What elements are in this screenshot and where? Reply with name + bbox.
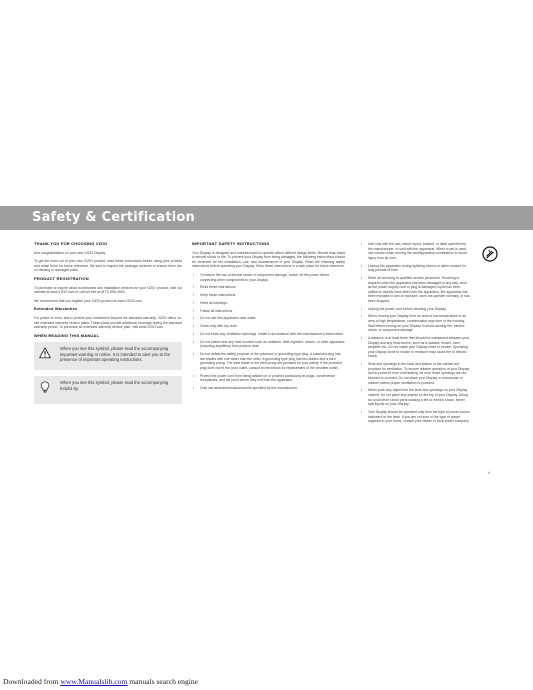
tip-note [34, 376, 182, 404]
list-item: • Do not defeat the safety purpose of the polarized or grounding-type plug. A polarized plug has two blades with one wider than the other. A grounding type plug has two blades and a third grounding prong. The wide blade or the third prong are provided for your safety. If the provided plug does not fit into your outlet, consult an electrician for replacement of the obsolete outlet. [192, 352, 345, 370]
heading-thanks: THANK YOU FOR CHOOSING VIZIO [34, 241, 108, 246]
list-item: • Keep these instructions. [192, 293, 345, 298]
column-middle [192, 242, 345, 394]
list-item: • Clean only with dry cloth. [192, 324, 345, 329]
list-item: • Do not use this apparatus near water. [192, 316, 345, 321]
cart-tipover-icon [482, 246, 498, 262]
list-item: • Unplug this apparatus during lightning storms or when unused for long periods of time. [360, 264, 470, 273]
download-footer [0, 673, 533, 690]
heading-registration: PRODUCT REGISTRATION [34, 275, 89, 281]
paragraph-purchase: To purchase or inquire about accessories and installation services for your VIZIO product, visit our website at www.VIZIO.com or call toll free at (877) 698-4946. [34, 285, 182, 295]
heading-safety-instructions: IMPORTANT SAFETY INSTRUCTIONS [192, 241, 270, 246]
list-item: • Refer all servicing to qualified service personnel. Servicing is required when the apparatus has been damaged in any way, such as the power-supply cord or plug is damaged, liquid has been spilled or objects have fallen into the apparatus, the apparatus has been exposed to rain or moisture, does not operate normally, or has been dropped. [360, 276, 470, 304]
list-item: • Protect the power cord from being walked on or pinched particularly at plugs, convenience receptacles, and the point where they exit from the apparatus. [192, 374, 345, 383]
list-item: • Never push any object into the slots and openings on your Display cabinet. Do not place any objects on the top of your Display. Doing so could short circuit parts causing a fire or electric shock. Never spill liquids on your Display. [360, 388, 470, 406]
paragraph-warranties: For peace of mind, and to protect your investment beyond the standard warranty, VIZIO offers on-site extended warranty service plans. These plans provide additional coverage during the standard warranty period. To purchase an extended warranty service plan, visit www.VIZIO.com. [34, 315, 182, 330]
lightbulb-icon [39, 381, 51, 393]
paragraph-congrats: And congratulations on your new VIZIO Display. [34, 250, 106, 255]
list-item: • A distance of at least three feet should be maintained between your Display and any heat source, such as a radiator, heater, oven, amplifier etc. Do not install your Display close to smoke. Operating your Display close to smoke or moisture may cause fire or electric shock. [360, 336, 470, 359]
list-item: • Heed all warnings. [192, 301, 345, 306]
paragraph-get-most: To get the most out of your new VIZIO product, read these instructions before using your product and retain them for future reference. Be sure to inspect the package contents to ensure there are no missing or damaged parts. [34, 259, 182, 273]
column-left [34, 242, 182, 410]
list-item: • Do not install near any heat sources such as radiators, heat registers, stoves, or other apparatus (including amplifiers) that produce heat. [192, 340, 345, 349]
list-item: • Your Display should be operated only from the type of power source indicated on the label. If you are not sure of the type of power supplied to your home, consult your dealer or local power company. [360, 410, 470, 424]
warning-triangle-icon [39, 347, 51, 359]
safety-bullet-list-continued [360, 242, 470, 424]
list-item: • Follow all instructions. [192, 309, 345, 314]
section-banner [0, 206, 533, 230]
manualslib-link[interactable]: www.Manualslib.com [60, 677, 128, 686]
list-item: • To reduce the risk of electric shock or component damage, switch off the power before connecting other components to your Display. [192, 273, 345, 282]
page-number: ii [488, 470, 490, 475]
footer-prefix: Downloaded from [3, 677, 61, 686]
heading-reading-manual: WHEN READING THIS MANUAL [34, 332, 100, 338]
list-item: • Slots and openings in the back and bottom of the cabinet are provided for ventilation. To ensure reliable operation of your Display and to protect it from overheating, be sure these openings are not blocked or covered. Do not place your Display in a bookcase or cabinet unless proper ventilation is provided. [360, 362, 470, 385]
section-title: Safety & Certification [32, 210, 195, 225]
warning-note [34, 342, 182, 370]
column-right [360, 242, 470, 427]
list-item: • Unplug the power cord before cleaning your Display. [360, 307, 470, 312]
list-item: • When moving your Display from an area of low temperature to an area of high temperature, condensation may form in the housing. Wait before turning on your Display to avoid causing fire, electric shock, or component damage. [360, 314, 470, 332]
tip-note-text: When you see this symbol, please read the accompanying helpful tip. [60, 380, 169, 391]
safety-bullet-list [192, 273, 345, 391]
paragraph-register: We recommend that you register your VIZIO product at www.VIZIO.com [34, 298, 142, 303]
list-item: • Use only with the cart, stand, tripod, bracket, or table specified by the manufacturer, or sold with the apparatus. When a cart is used, use caution when moving the cart/apparatus combination to avoid injury from tip-over. [360, 242, 470, 260]
list-item: • Do not block any ventilation openings. Install in accordance with the manufacturer's instructions. [192, 332, 345, 337]
list-item: • Only use attachments/accessories specified by the manufacturer. [192, 386, 345, 391]
footer-suffix: manuals search engine [127, 677, 199, 686]
warning-note-text: When you see this symbol, please read the accompanying important warning or notice. It is intended to alert you to the presence of important operating instructions. [60, 346, 171, 362]
heading-extended-warranties: Extended Warranties [34, 306, 78, 312]
list-item: • Read these instructions. [192, 285, 345, 290]
paragraph-safety-intro: Your Display is designed and manufactured to operate within defined design limits. Misuse may result in electric shock or fire. To prevent your Display from being damaged, the following instructions should be observed for the installation, use, and maintenance of your Display. Read the following safety instructions before operating your Display. Keep these instructions in a safe place for future reference. [192, 250, 345, 269]
